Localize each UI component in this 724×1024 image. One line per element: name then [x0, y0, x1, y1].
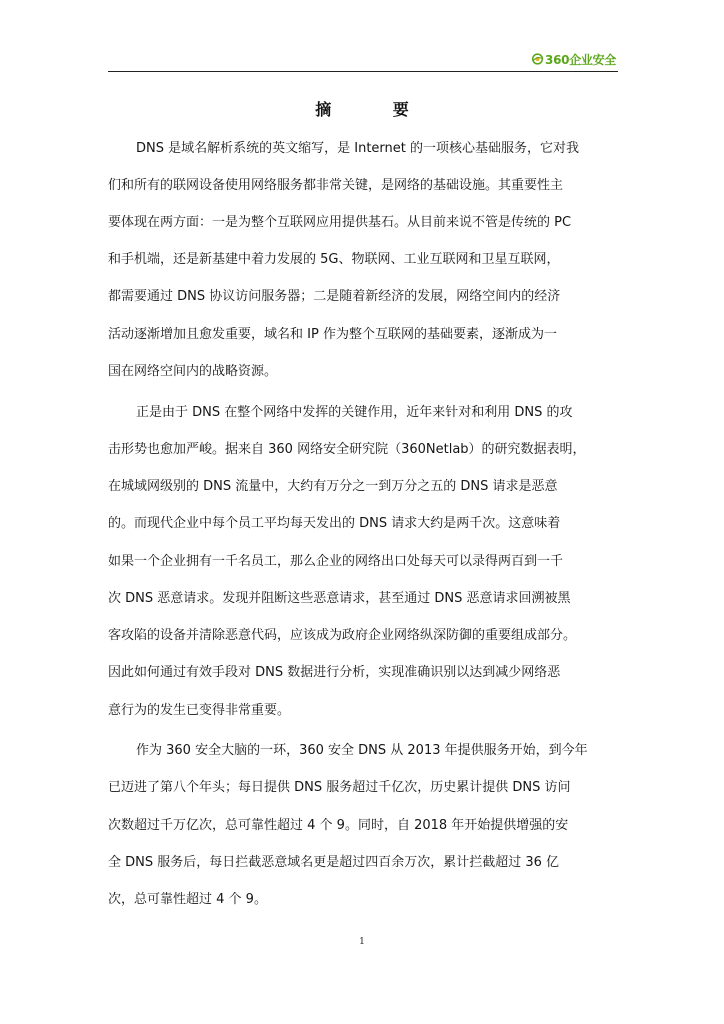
- paragraph-3-line-2: 已迈进了第八个年头；每日提供 DNS 服务超过千亿次，历史累计提供 DNS 访问: [108, 780, 571, 795]
- company-logo: [532, 49, 616, 69]
- logo-text: 360企业安全: [545, 52, 616, 67]
- paragraph-1-line-5: 都需要通过 DNS 协议访问服务器；二是随着新经济的发展，网络空间内的经济: [108, 289, 561, 304]
- paragraph-1-line-7: 国在网络空间内的战略资源。: [108, 364, 278, 379]
- paragraph-3-line-1: 作为 360 安全大脑的一环，360 安全 DNS 从 2013 年提供服务开始，到今年: [136, 743, 588, 758]
- paragraph-1-line-1: DNS 是域名解析系统的英文缩写，是 Internet 的一项核心基础服务，它对我: [136, 141, 580, 156]
- paragraph-1-line-6: 活动逐渐增加且愈发重要，域名和 IP 作为整个互联网的基础要素，逐渐成为一: [108, 327, 557, 342]
- paragraph-3-line-4: 全 DNS 服务后，每日拦截恶意域名更是超过四百余万次，累计拦截超过 36 亿: [108, 855, 560, 870]
- page-number: 1: [359, 937, 365, 947]
- paragraph-2-line-2: 击形势也愈加严峻。据来自 360 网络安全研究院（360Netlab）的研究数据表明，: [108, 442, 586, 457]
- paragraph-3-line-3: 次数超过千万亿次，总可靠性超过 4 个 9。同时，自 2018 年开始提供增强的安: [108, 818, 569, 833]
- paragraph-2-line-6: 次 DNS 恶意请求。发现并阻断这些恶意请求，甚至通过 DNS 恶意请求回溯被黑: [108, 591, 571, 606]
- paragraph-2-line-5: 如果一个企业拥有一千名员工，那么企业的网络出口处每天可以录得两百到一千: [108, 554, 564, 569]
- paragraph-1-line-4: 和手机端，还是新基建中着力发展的 5G、物联网、工业互联网和卫星互联网，: [108, 252, 560, 267]
- header-divider: [108, 71, 618, 72]
- paragraph-2-line-9: 意行为的发生已变得非常重要。: [108, 703, 291, 718]
- paragraph-1-line-2: 们和所有的联网设备使用网络服务都非常关键，是网络的基础设施。其重要性主: [108, 178, 564, 193]
- paragraph-2-line-8: 因此如何通过有效手段对 DNS 数据进行分析，实现准确识别以达到减少网络恶: [108, 665, 561, 680]
- paragraph-3-line-5: 次，总可靠性超过 4 个 9。: [108, 892, 267, 907]
- logo-circle-icon: [532, 51, 543, 67]
- paragraph-2-line-4: 的。而现代企业中每个员工平均每天发出的 DNS 请求大约是两千次。这意味着: [108, 516, 561, 531]
- paragraph-1-line-3: 要体现在两方面：一是为整个互联网应用提供基石。从目前来说不管是传统的 PC: [108, 215, 572, 230]
- paragraph-2-line-3: 在城域网级别的 DNS 流量中，大约有万分之一到万分之五的 DNS 请求是恶意: [108, 479, 558, 494]
- paragraph-2-line-7: 客攻陷的设备并清除恶意代码，应该成为政府企业网络纵深防御的重要组成部分。: [108, 628, 577, 643]
- page-title: 摘 要: [315, 100, 437, 119]
- paragraph-2-line-1: 正是由于 DNS 在整个网络中发挥的关键作用，近年来针对和利用 DNS 的攻: [136, 405, 573, 420]
